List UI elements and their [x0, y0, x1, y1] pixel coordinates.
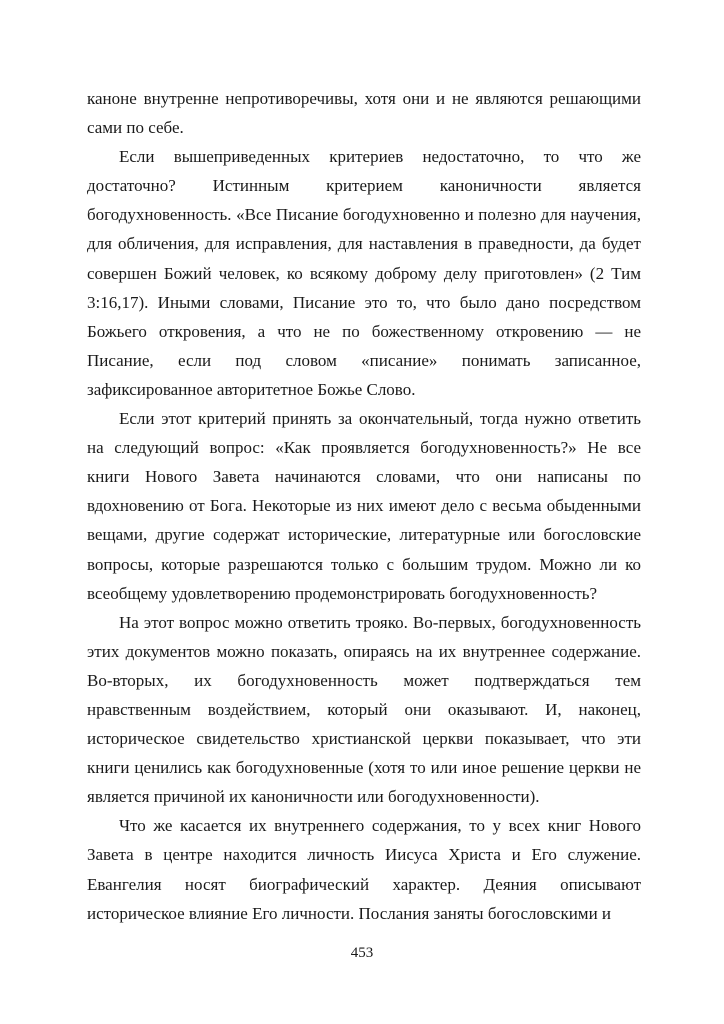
body-text: [87, 84, 641, 928]
paragraph: каноне внутренне непротиворечивы, хотя они и не являются решающими сами по себе.: [87, 89, 641, 138]
page-number: 453: [350, 945, 374, 961]
paragraph: На этот вопрос можно ответить трояко. Во-первых, богодухновенность этих документов можно показать, опираясь на их внутреннее содержание. Во-вторых, их богодухновенность может подтверждаться тем нравственным воздействием, который они оказывают. И, наконец, историческое свидетельство христианской церкви показывает, что эти книги ценились как богодухновенные (хотя то или иное решение церкви не является причиной их каноничности или богодухновенности).: [87, 612, 641, 807]
paragraph: Если этот критерий принять за окончательный, тогда нужно ответить на следующий вопрос: «Как проявляется богодухновенность?» Не все книги Нового Завета начинаются словами, что они написаны по вдохновению от Бога. Некоторые из них имеют дело с весьма обыденными вещами, другие содержат исторические, литературные или богословские вопросы, которые разрешаются только с большим трудом. Можно ли ко всеобщему удовлетворению продемонстрировать богодухновенность?: [87, 409, 641, 603]
paragraph: Если вышеприведенных критериев недостаточно, то что же достаточно? Истинным критерием каноничности является богодухновенность. «Все Писание богодухновенно и полезно для научения, для обличения, для исправления, для наставления в праведности, да будет совершен Божий человек, ко всякому доброму делу приготовлен» (2 Тим 3:16,17). Иными словами, Писание это то, что было дано посредством Божьего откровения, а что не по божественному откровению — не Писание, если под словом «писание» понимать записанное, зафиксированное авторитетное Божье Слово.: [87, 147, 641, 399]
paragraph: Что же касается их внутреннего содержания, то у всех книг Нового Завета в центре находится личность Иисуса Христа и Его служение. Евангелия носят биографический характер. Деяния описывают историческое влияние Его личности. Послания заняты богословскими и: [87, 816, 641, 923]
